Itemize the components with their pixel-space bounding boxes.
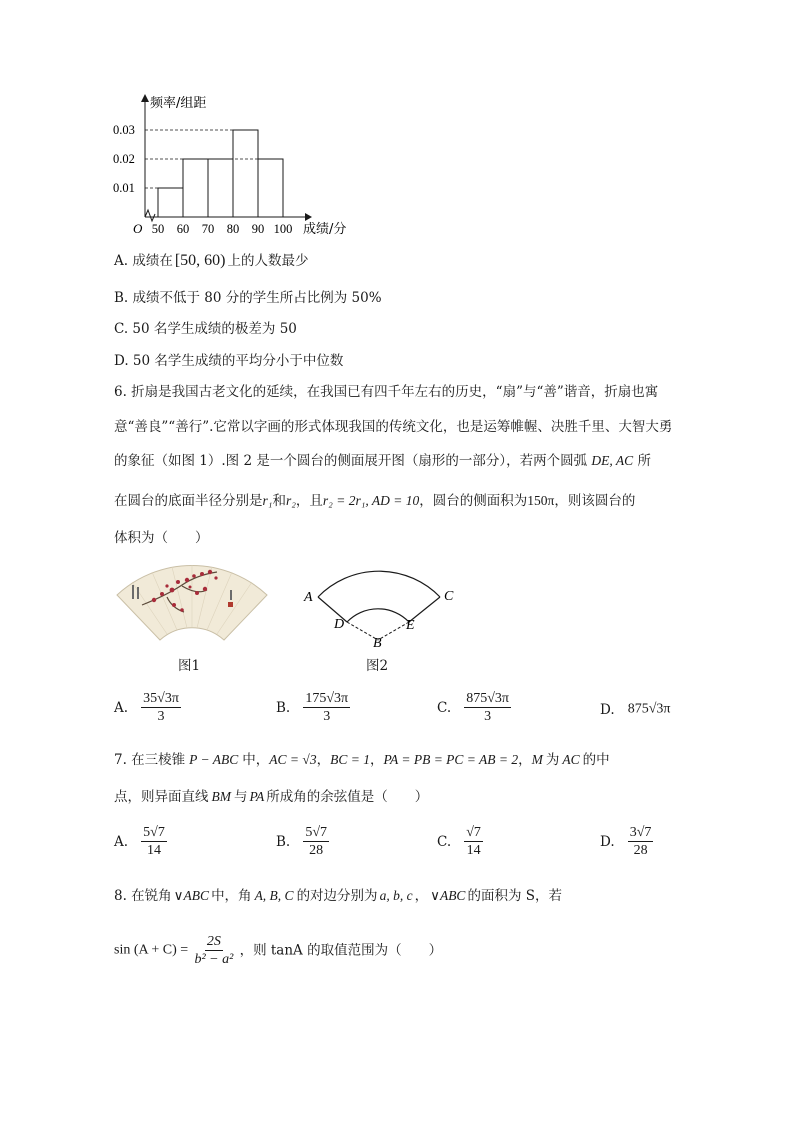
histogram-bar-50-60 — [158, 188, 183, 217]
histogram-bar-90-100 — [258, 159, 283, 217]
y-tick-0.01: 0.01 — [113, 181, 135, 195]
x-tick-90: 90 — [251, 222, 265, 236]
q6-option-c: C. $\frac{875√3\pi}{3}$ — [437, 691, 509, 724]
x-axis-arrow — [305, 213, 312, 221]
q6-line-3-post: 所 — [637, 453, 651, 469]
inner-arc-de — [347, 609, 409, 622]
q6-option-a: A. $\frac{35√3\pi}{3}$ — [114, 691, 179, 724]
outer-arc-ac — [318, 571, 440, 597]
q6-line-4 — [114, 492, 635, 510]
q7-line-1: 7. 在三棱锥 P − ABC 中，AC = √3，BC = 1，PA = PB = PC = AB = 2，M 为 AC 的中 — [114, 752, 610, 768]
q6-line-2: 意“善良”“善行”.它常以字画的形式体现我国的传统文化，也是运筹帷幄、决胜千里、大智大勇 — [114, 419, 673, 435]
q6-arcs: DE, AC — [591, 453, 634, 468]
q7-option-c: C. $\frac{√7}{14}$ — [437, 825, 481, 858]
q6-area: 150π — [527, 493, 555, 508]
q6-r1: r₁ — [262, 493, 273, 508]
x-axis-label: 成绩/分 — [303, 222, 347, 237]
x-tick-100: 100 — [273, 222, 293, 236]
q5-option-d: D. 50 名学生成绩的平均分小于中位数 — [114, 353, 344, 369]
x-tick-70: 70 — [201, 222, 215, 236]
histogram-bar-60-70 — [183, 159, 208, 217]
q5-option-b: B. 成绩不低于 80 分的学生所占比例为 50% — [114, 290, 382, 306]
histogram-bar-70-80 — [208, 159, 233, 217]
q5-option-a-pre: A. 成绩在 — [114, 253, 173, 269]
q6-option-b: B. $\frac{175√3\pi}{3}$ — [276, 691, 349, 724]
label-d: D — [334, 617, 345, 632]
q6-line-3 — [114, 452, 651, 470]
figure-2-caption: 图2 — [366, 658, 389, 674]
q6-line-3-pre: 的象征（如图 1）.图 2 是一个圆台的侧面展开图（扇形的一部分），若两个圆弧 — [114, 453, 588, 469]
q5-option-a — [114, 252, 309, 270]
q6-and: 和 — [272, 493, 286, 509]
y-tick-0.02: 0.02 — [113, 152, 135, 166]
x-tick-60: 60 — [176, 222, 190, 236]
q6-line-5: 体积为（ ） — [114, 530, 209, 546]
q6-line-4-pre: 在圆台的底面半径分别是 — [114, 493, 263, 509]
y-tick-0.03: 0.03 — [113, 123, 135, 137]
q6-line-1: 6. 折扇是我国古老文化的延续，在我国已有四千年左右的历史，“扇”与“善”谐音，折扇也寓 — [114, 384, 659, 400]
axis-break — [145, 210, 155, 221]
q7-option-d: D. $\frac{3√7}{28}$ — [600, 825, 652, 858]
y-axis-label: 频率/组距 — [150, 96, 207, 111]
q8-line-1: 8. 在锐角 ∨ABC 中，角 A, B, C 的对边分别为 a, b, c ， ∨ABC 的面积为 S，若 — [114, 888, 562, 904]
q5-option-a-post: 上的人数最少 — [227, 253, 309, 269]
q6-option-d: D. 875√3π — [600, 701, 671, 718]
q7-option-b: B. $\frac{5√7}{28}$ — [276, 825, 327, 858]
y-axis-arrow — [141, 94, 149, 102]
label-c: C — [444, 589, 454, 604]
x-tick-80: 80 — [226, 222, 240, 236]
label-e: E — [406, 618, 415, 633]
x-tick-50: 50 — [151, 222, 165, 236]
q6-r2: r₂ — [285, 493, 296, 508]
frequency-histogram — [100, 90, 370, 240]
origin-label: O — [133, 221, 143, 236]
q6-mid: ，且 — [295, 493, 323, 509]
q5-option-a-interval: [50, 60) — [174, 252, 226, 269]
q6-line-4-end: ，则该圆台的 — [554, 493, 636, 509]
q7-option-a: A. $\frac{5√7}{14}$ — [114, 825, 165, 858]
q6-condition: r₂ = 2r₁, AD = 10 — [322, 493, 420, 508]
q8-line-2: sin (A + C) = $\frac{2S}{\text{b² − a²}}$ ，则 tanA 的取值范围为（ ） — [114, 934, 443, 967]
q7-line-2: 点，则异面直线 BM 与 PA 所成角的余弦值是（ ） — [114, 789, 429, 805]
figure-1-caption: 图1 — [178, 658, 201, 674]
q5-option-c: C. 50 名学生成绩的极差为 50 — [114, 321, 297, 337]
label-b: B — [373, 636, 382, 650]
figure-1-folding-fan — [112, 560, 272, 645]
q6-line-4-post: ，圆台的侧面积为 — [419, 493, 528, 509]
histogram-bar-80-90 — [233, 130, 258, 217]
label-a: A — [304, 590, 313, 605]
figure-2-sector-diagram — [300, 550, 470, 650]
